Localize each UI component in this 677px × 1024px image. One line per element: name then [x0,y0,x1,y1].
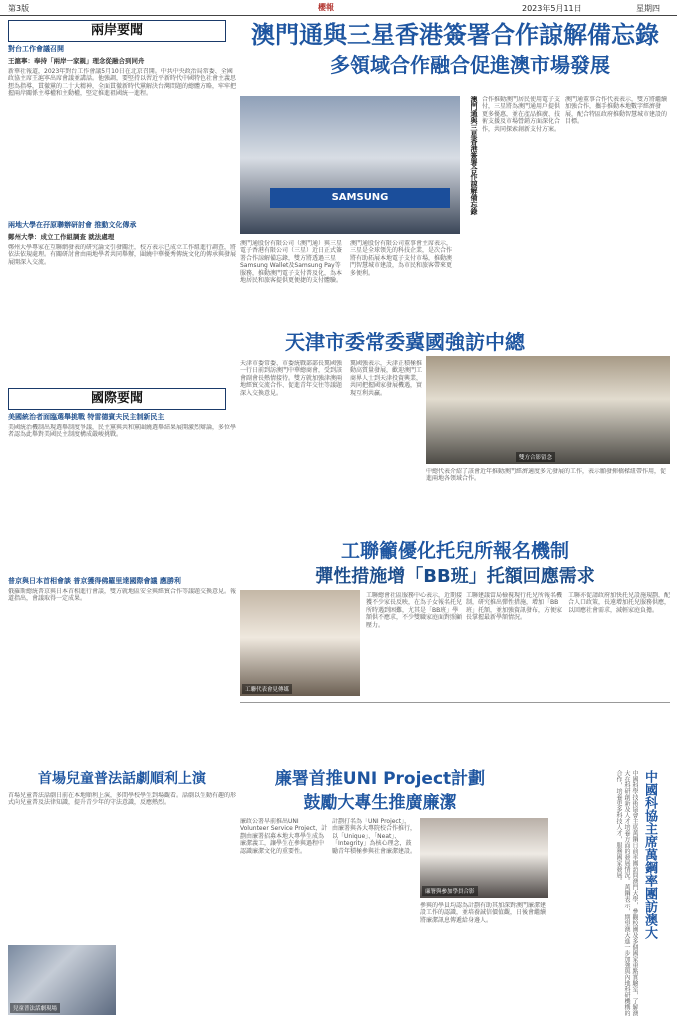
tianjin-photo [426,356,670,464]
tianjin-col2: 冀國強表示，天津正積極推動高質量發展，歡迎澳門工商界人士到天津投資興業，共同把握國家發展機遇，實現互利共贏。 [350,360,422,397]
article-zhengzhou-title: 兩地大學在孖原聯辦研討會 推動文化傳承 [8,221,137,229]
signing-col1: 澳門通股份有限公司（澳門通）與三星電子香港有限公司（三星）近日正式簽署合作諒解備忘錄，雙方將透過三星Samsung Wallet及Samsung Pay等服務，推動澳門電子支付普及化，為本地居民和旅客提供更便捷的支付體驗。 [240,240,343,285]
uni-subtitle: 鼓勵大專生推廣廉潔 [303,793,457,813]
section-international: 國際要聞 [8,388,226,410]
uni-col3: 參與的學員均認為計劃有助其加深對澳門廉潔建設工作的認識，並培養誠信價值觀，日後會繼續將廉潔訊息傳遞給身邊人。 [420,902,547,924]
right-article-title: 中國科協主席萬鋼率團訪澳大 [642,770,657,939]
childcare-title: 工聯籲優化托兒所報名機制 [340,540,569,562]
article-drama-title: 首場兒童普法話劇順利上演 [38,771,206,787]
article-putin-title: 普京與日本首相會談 普京獲得佛羅里達國際會議 應勝利 [8,577,181,585]
childcare-col3: 工聯亦促請政府加快托兒設施規劃，配合人口政策，長遠增加托兒服務供應，以回應社會需求，減輕家庭負擔。 [568,592,670,614]
signing-photo [240,96,460,234]
article-usa-body: 美國統治機制出現選舉制度爭議，民主黨與共和黨圍繞選舉結果展開激烈辯論，多位學者認為此舉對美國民主制度構成嚴峻挑戰。 [8,424,236,439]
uni-title: 廉署首推UNI Project計劃 [274,769,486,789]
childcare-photo-caption: 工聯代表會見傳媒 [242,684,292,694]
uni-photo [420,818,548,898]
childcare-col2: 工聯建議當局檢視現行托兒所報名機制，研究推出彈性措施，增加「BB班」托額，並加強資訊發布，方便家長掌握最新學額情況。 [466,592,563,622]
samsung-banner: SAMSUNG [270,188,450,208]
article-taiwan-subtitle: 王滬寧：奉持「兩岸一家親」理念從融合到同舟 [8,57,145,65]
main-subheadline: 多領域合作融合促進澳市場發展 [330,53,610,77]
page-header [0,0,677,16]
childcare-photo [240,590,360,696]
tianjin-photo-caption: 雙方合影留念 [516,452,555,462]
article-putin-body: 俄羅斯總統普京與日本首相進行會談，雙方就地區安全與經貿合作等議題交換意見。報道指出，會議取得一定成果。 [8,588,236,603]
article-zhengzhou-subtitle: 鄭州大學：成立工作組調查 就法處理 [8,233,115,241]
childcare-col1: 工聯總會社區服務中心表示，近期接獲不少家長反映，在為子女報名托兒所時遇到困難，尤其是「BB班」學額供不應求，不少雙職家庭面對照顧壓力。 [366,592,462,629]
tianjin-col3: 中總代表介紹了該會近年推動澳門經濟適度多元發展的工作，表示願發揮橋樑紐帶作用，促進兩地各領域合作。 [426,468,667,483]
main-headline: 澳門通與三星香港簽署合作諒解備忘錄 [251,21,659,49]
uni-photo-caption: 廉署與參加學員合影 [422,886,478,896]
article-zhengzhou-body: 鄭州大學專家在互聯網發表的研究論文引發關注，校方表示已成立工作組進行調查，將依法依規處理。有關研討會由兩地學者共同舉辦，圍繞中華優秀傳統文化的傳承與發展展開深入交流。 [8,244,236,266]
issue-date: 2023年5月11日 [522,4,582,13]
article-taiwan-body: 新華社報道，2023年對台工作會議5月10日在北京召開。中共中央政治局常委、全國政協主席王滬寧出席會議並講話。他強調，要堅持以習近平新時代中國特色社會主義思想為指導，貫徹黨的二十大精神，全面貫徹新時代黨解決台灣問題的總體方略，牢牢把握兩岸關係主導權和主動權，堅定推進祖國統一進程。 [8,68,236,98]
tianjin-title: 天津市委常委冀國強訪中總 [285,330,525,354]
left-column [8,20,236,678]
uni-col2: 計劃打名為「UNI Project」，由廉署與各大專院校合作推行，以「Unique」、「Neat」、「Integrity」為核心理念，鼓勵青年積極參與社會廉潔建設。 [332,818,416,855]
childcare-subtitle: 彈性措施增「BB班」托額回應需求 [315,566,595,587]
article-taiwan-title: 對台工作會議召開 [8,45,64,53]
article-usa-title: 美國統治者面臨選舉挑戰 特雷德賓夫民主制新民主 [8,413,165,421]
uni-col1: 廉政公署早前推出UNI Volunteer Service Project，計劃由廉署招募本地大專學生成為廉潔義工，讓學生在參與過程中認識廉潔文化的重要性。 [240,818,328,855]
masthead: 櫻報 [318,3,334,12]
drama-photo [8,945,116,1015]
right-article-body: 中國科學技術協會主席萬鋼日前率團訪問澳門大學，參觀校園及多個國家重點實驗室，了解澳大在科研創新及人才培養方面的發展情況。萬鋼表示，期望澳大進一步加強與內地科研機構的合作，培養更多科技人才，服務國家發展。 [615,770,638,1016]
article-drama-body: 首場兒童普法話劇日前在本地順利上演，多間學校學生到場觀看。話劇以生動有趣的形式向兒童普及法律知識，提升青少年的守法意識，反應熱烈。 [8,792,236,807]
section-divider [240,702,670,703]
section-cross-strait: 兩岸要聞 [8,20,226,42]
page-number: 第3版 [8,4,30,13]
tianjin-col1: 天津市委常委、市委統戰部部長冀國強一行日前到訪澳門中華總商會，受到該會副會長熱情接待。雙方就加強津澳兩地經貿交流合作、促進青年交往等議題深入交換意見。 [240,360,343,397]
signing-photo-caption: 澳門通與三星香港簽署合作諒解備忘錄 [470,96,478,215]
signing-col4: 澳門通董事合作代表表示，雙方將繼續加強合作，攜手推動本地數字經濟發展，配合特區政府推動智慧城市建設的目標。 [565,96,668,126]
issue-weekday: 星期四 [636,4,660,13]
signing-col3: 合作推動澳門居民使用電子支付，三星將為澳門通用戶提供更多優惠，並在產品推廣、技術支援及市場營銷方面深化合作，共同探索創新支付方案。 [482,96,560,133]
signing-col2: 澳門通股份有限公司董事會主席表示，三星是全球領先的科技企業，是次合作將有助拓展本地電子支付市場，推動澳門智慧城市建設，為市民和旅客帶來更多便利。 [350,240,453,277]
drama-photo-caption: 兒童普法話劇現場 [10,1003,60,1013]
